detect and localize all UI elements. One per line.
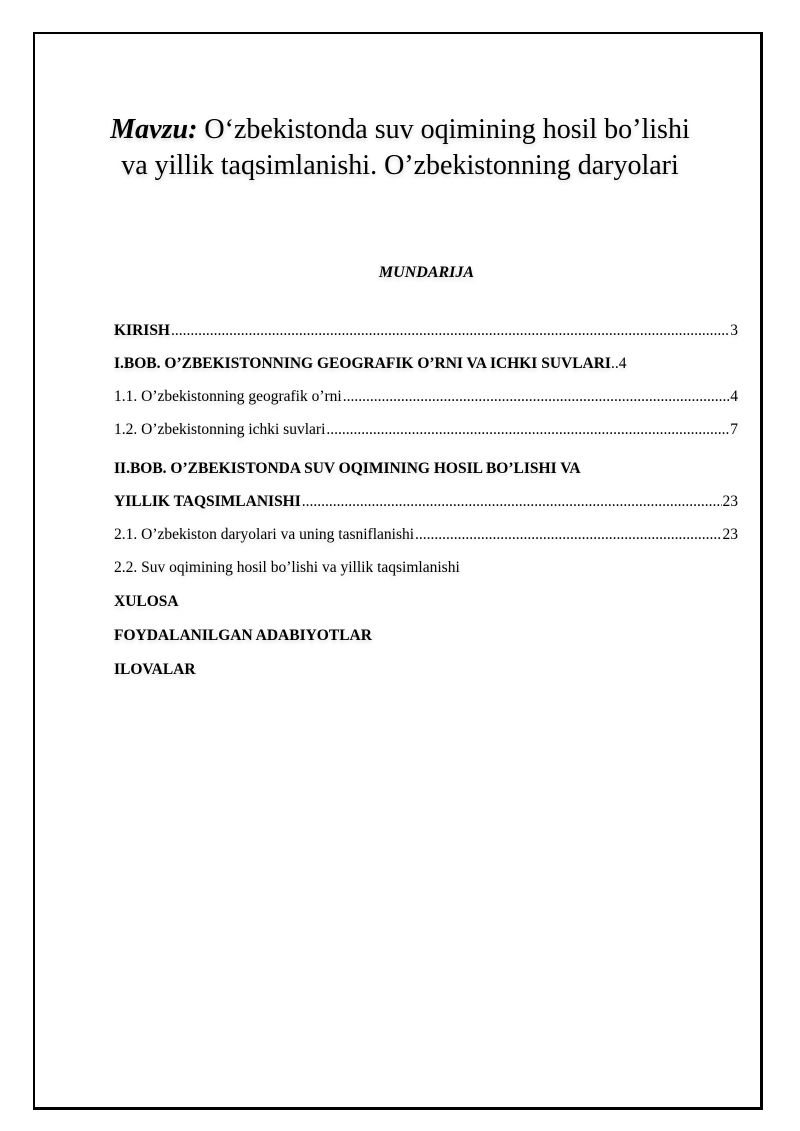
title-label: Mavzu:	[110, 114, 198, 145]
document-title	[60, 112, 740, 184]
dot-leader	[326, 421, 729, 439]
toc-entry-1-2	[114, 421, 738, 445]
toc-entry-chapter-2-line-1: II.BOB. O’ZBEKISTONDA SUV OQIMINING HOSIL BO’LISHI VA	[114, 460, 581, 477]
toc-entry-page: 23	[722, 493, 738, 510]
toc-entry-text: 1.2. O’zbekistonning ichki suvlari	[114, 421, 326, 438]
toc-entry-page: 4	[730, 388, 738, 405]
toc-entry-xulosa: XULOSA	[114, 593, 179, 610]
toc-entry-text: KIRISH	[114, 322, 170, 339]
toc-heading: MUNDARIJA	[378, 264, 475, 281]
toc-entry-page: ..4	[610, 355, 627, 372]
toc-entry-page: 3	[730, 322, 738, 339]
toc-entry-1-1	[114, 388, 738, 412]
title-line-2: va yillik taqsimlanishi. O’zbekistonning daryolari	[121, 150, 679, 181]
toc-entry-text: 2.1. O’zbekiston daryolari va uning tasniflanishi	[114, 526, 415, 543]
toc-entry-text: YILLIK TAQSIMLANISHI	[114, 493, 301, 510]
toc-entry-page: 7	[730, 421, 738, 438]
toc-entry-2-2: 2.2. Suv oqimining hosil bo’lishi va yillik taqsimlanishi	[114, 559, 460, 576]
dot-leader	[415, 526, 721, 544]
toc-entry-adabiyotlar: FOYDALANILGAN ADABIYOTLAR	[114, 627, 372, 644]
dot-leader	[302, 493, 722, 511]
title-line-1: O‘zbekistonda suv oqimining hosil bo’lishi	[204, 114, 690, 145]
dot-leader	[171, 322, 729, 340]
toc-entry-page: 23	[722, 526, 738, 543]
toc-entry-ilovalar: ILOVALAR	[114, 661, 196, 678]
toc-entry-chapter-1	[114, 355, 742, 379]
toc-entry-2-1	[114, 526, 738, 550]
toc-entry-kirish	[114, 322, 738, 346]
toc-entry-text: I.BOB. O’ZBEKISTONNING GEOGRAFIK O’RNI VA ICHKI SUVLARI	[114, 355, 611, 372]
dot-leader	[343, 388, 730, 406]
toc-entry-text: 1.1. O’zbekistonning geografik o’rni	[114, 388, 342, 405]
toc-entry-chapter-2-line-2	[114, 493, 738, 517]
